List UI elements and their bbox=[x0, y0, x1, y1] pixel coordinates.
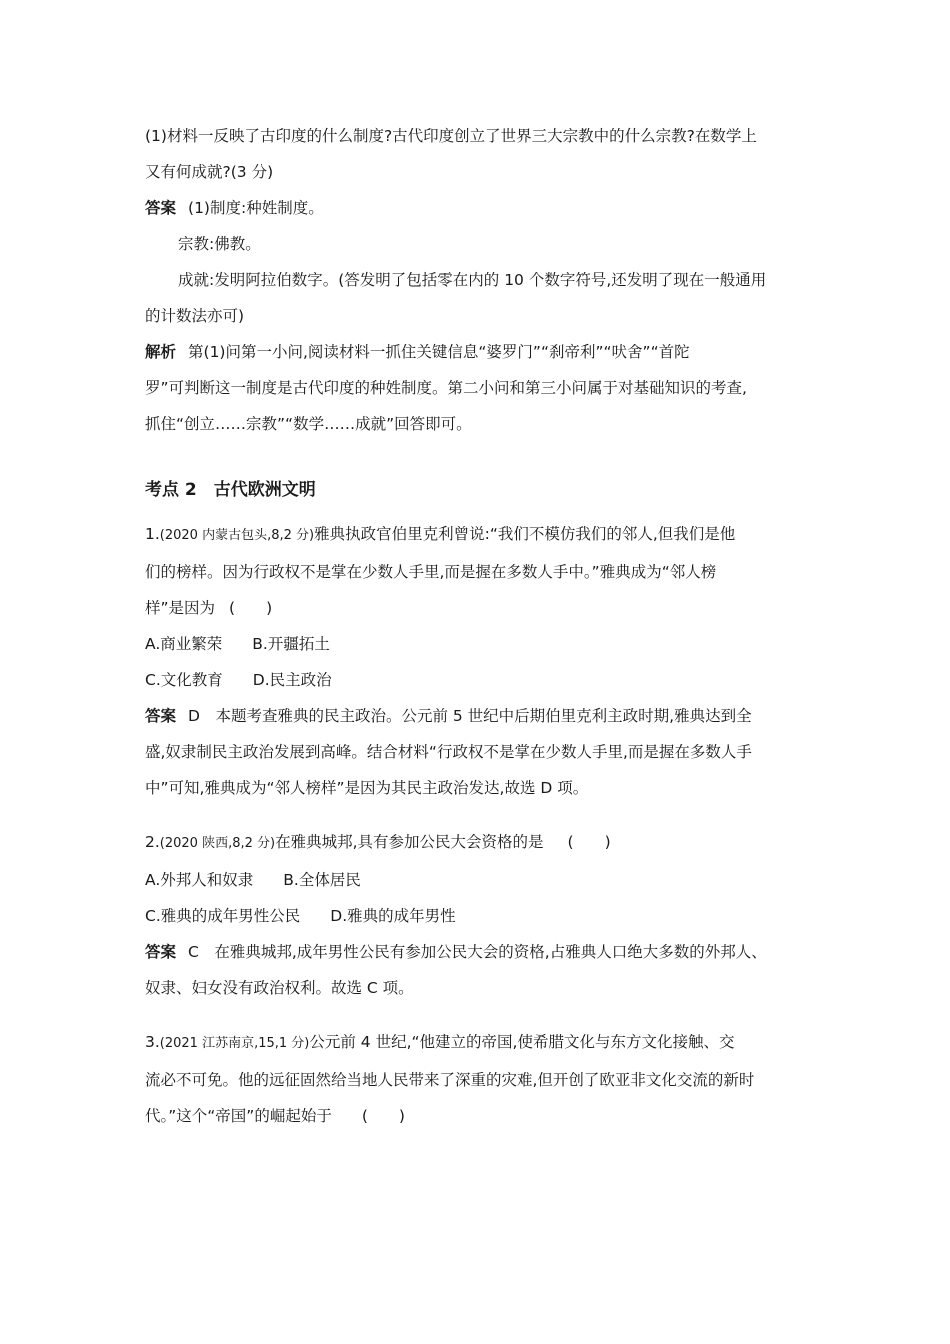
question-stem bbox=[145, 824, 813, 862]
question-3 bbox=[145, 1024, 813, 1134]
answer-line: 的计数法亦可) bbox=[145, 307, 245, 325]
option-a: A.外邦人和奴隶 bbox=[145, 871, 254, 889]
answer-line: 盛,奴隶制民主政治发展到高峰。结合材料“行政权不是掌在少数人手里,而是握在多数人手 bbox=[145, 743, 752, 761]
analysis-block bbox=[145, 334, 813, 370]
answer-block bbox=[145, 698, 813, 734]
analysis-line: 罗”可判断这一制度是古代印度的种姓制度。第二小问和第三小问属于对基础知识的考查, bbox=[145, 379, 747, 397]
answer-line: 宗教:佛教。 bbox=[178, 235, 261, 253]
answer-blank: ( ) bbox=[229, 599, 273, 617]
question-stem-line: 代。”这个“帝国”的崛起始于 bbox=[145, 1107, 332, 1125]
answer-label: 答案 bbox=[145, 943, 177, 961]
answer-line: D 本题考查雅典的民主政治。公元前 5 世纪中后期伯里克利主政时期,雅典达到全 bbox=[188, 707, 752, 725]
question-line: 又有何成就?(3 分) bbox=[145, 163, 274, 181]
answer-blank: ( ) bbox=[567, 833, 611, 851]
option-a: A.商业繁荣 bbox=[145, 635, 223, 653]
question-stem-text: 在雅典城邦,具有参加公民大会资格的是 bbox=[275, 833, 544, 851]
question-number: 1. bbox=[145, 525, 160, 543]
options-row bbox=[145, 898, 813, 934]
option-d: D.民主政治 bbox=[252, 671, 332, 689]
analysis-line: 抓住“创立……宗教”“数学……成就”回答即可。 bbox=[145, 415, 472, 433]
question-line: (1)材料一反映了古印度的什么制度?古代印度创立了世界三大宗教中的什么宗教?在数学上 bbox=[145, 127, 757, 145]
question-number: 3. bbox=[145, 1033, 160, 1051]
answer-blank: ( ) bbox=[361, 1107, 405, 1125]
option-b: B.开疆拓土 bbox=[252, 635, 330, 653]
answer-line: 成就:发明阿拉伯数字。(答发明了包括零在内的 10 个数字符号,还发明了现在一般通用 bbox=[178, 271, 767, 289]
options-row bbox=[145, 862, 813, 898]
answer-line: 奴隶、妇女没有政治权利。故选 C 项。 bbox=[145, 979, 414, 997]
option-b: B.全体居民 bbox=[283, 871, 361, 889]
question-stem bbox=[145, 1024, 813, 1062]
question-stem-last bbox=[145, 1098, 813, 1134]
spacer bbox=[145, 806, 813, 824]
answer-block bbox=[145, 934, 813, 970]
option-c: C.雅典的成年男性公民 bbox=[145, 907, 301, 925]
question-source: (2021 江苏南京,15,1 分) bbox=[159, 1036, 310, 1051]
question-number: 2. bbox=[145, 833, 160, 851]
question-prev bbox=[145, 118, 813, 442]
answer-line: (1)制度:种姓制度。 bbox=[188, 199, 324, 217]
options-row bbox=[145, 626, 813, 662]
question-1 bbox=[145, 516, 813, 806]
option-c: C.文化教育 bbox=[145, 671, 223, 689]
question-source: (2020 内蒙古包头,8,2 分) bbox=[159, 528, 315, 543]
question-stem-line: 样”是因为 bbox=[145, 599, 216, 617]
question-stem-last bbox=[145, 590, 813, 626]
question-2 bbox=[145, 824, 813, 1006]
question-source: (2020 陕西,8,2 分) bbox=[159, 836, 276, 851]
answer-line: 中”可知,雅典成为“邻人榜样”是因为其民主政治发达,故选 D 项。 bbox=[145, 779, 589, 797]
answer-label: 答案 bbox=[145, 707, 177, 725]
question-stem-line: 们的榜样。因为行政权不是掌在少数人手里,而是握在多数人手中。”雅典成为“邻人榜 bbox=[145, 563, 717, 581]
section-title: 考点 2 古代欧洲文明 bbox=[145, 480, 316, 500]
page-content bbox=[145, 118, 813, 1134]
question-stem bbox=[145, 516, 813, 554]
question-stem-line: 流必不可免。他的远征固然给当地人民带来了深重的灾难,但开创了欧亚非文化交流的新时 bbox=[145, 1071, 755, 1089]
question-stem-text: 公元前 4 世纪,“他建立的帝国,使希腊文化与东方文化接触、交 bbox=[309, 1033, 735, 1051]
options-row bbox=[145, 662, 813, 698]
question-stem-text: 雅典执政官伯里克利曾说:“我们不模仿我们的邻人,但我们是他 bbox=[314, 525, 736, 543]
analysis-label: 解析 bbox=[145, 343, 177, 361]
analysis-line: 第(1)问第一小问,阅读材料一抓住关键信息“婆罗门”“刹帝利”“吠舍”“首陀 bbox=[188, 343, 690, 361]
option-d: D.雅典的成年男性 bbox=[330, 907, 456, 925]
answer-line: C 在雅典城邦,成年男性公民有参加公民大会的资格,占雅典人口绝大多数的外邦人、 bbox=[188, 943, 767, 961]
answer-block bbox=[145, 190, 813, 226]
answer-label: 答案 bbox=[145, 199, 177, 217]
spacer bbox=[145, 1006, 813, 1024]
